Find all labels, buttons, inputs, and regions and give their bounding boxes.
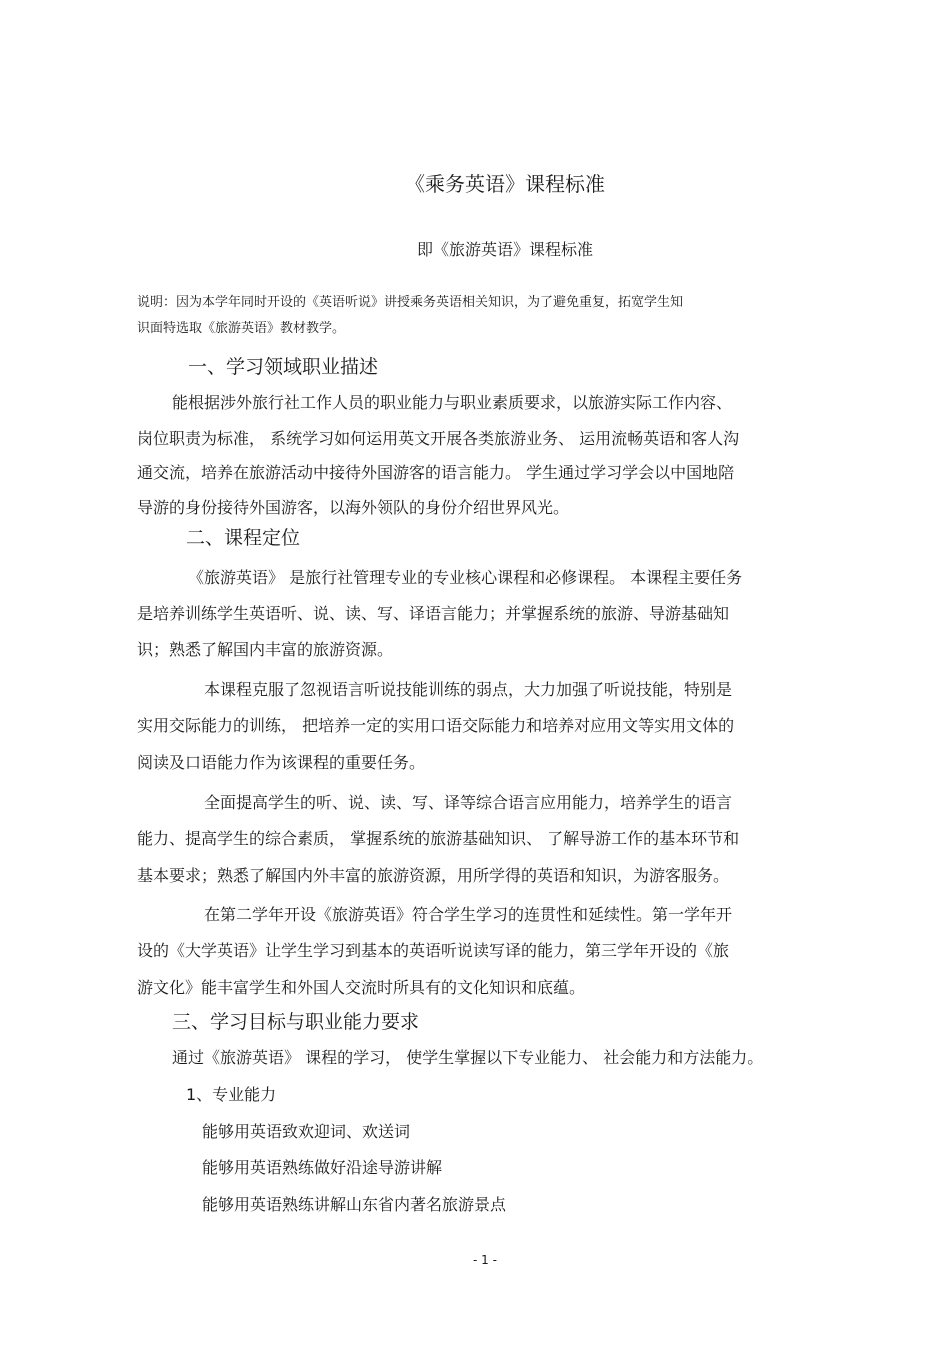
- section1-line: 通交流，培养在旅游活动中接待外国游客的语言能力。 学生通过学习学会以中国地陪: [137, 463, 735, 482]
- document-title: 《乘务英语》课程标准: [405, 172, 605, 196]
- section2-para2-line: 实用交际能力的训练， 把培养一定的实用口语交际能力和培养对应用文等实用文体的: [137, 716, 735, 735]
- list-item: 能够用英语熟练讲解山东省内著名旅游景点: [202, 1195, 507, 1214]
- note-line-1: 说明：因为本学年同时开设的《英语听说》讲授乘务英语相关知识，为了避免重复，拓宽学生知: [137, 295, 684, 310]
- section1-heading: 一、学习领域职业描述: [188, 356, 379, 378]
- section2-para1-line: 是培养训练学生英语听、说、读、写、译语言能力；并掌握系统的旅游、导游基础知: [137, 604, 730, 623]
- section1-line: 岗位职责为标准， 系统学习如何运用英文开展各类旅游业务、 运用流畅英语和客人沟: [137, 429, 740, 448]
- section1-line: 导游的身份接待外国游客，以海外领队的身份介绍世界风光。: [137, 498, 570, 517]
- section2-para2-line: 本课程克服了忽视语言听说技能训练的弱点，大力加强了听说技能，特别是: [204, 680, 733, 699]
- section3-subheading: 1、专业能力: [186, 1085, 277, 1104]
- section2-para1-line: 《旅游英语》 是旅行社管理专业的专业核心课程和必修课程。 本课程主要任务: [188, 568, 743, 587]
- list-item: 能够用英语致欢迎词、欢送词: [202, 1122, 411, 1141]
- note-line-2: 识面特选取《旅游英语》教材教学。: [137, 321, 346, 336]
- section2-para4-line: 在第二学年开设《旅游英语》符合学生学习的连贯性和延续性。第一学年开: [204, 905, 733, 924]
- list-item: 能够用英语熟练做好沿途导游讲解: [202, 1158, 443, 1177]
- section2-para4-line: 设的《大学英语》让学生学习到基本的英语听说读写译的能力，第三学年开设的《旅: [137, 941, 730, 960]
- page-number: - 1 -: [473, 1253, 497, 1267]
- section2-para3-line: 全面提高学生的听、说、读、写、译等综合语言应用能力，培养学生的语言: [204, 793, 733, 812]
- section3-intro: 通过《旅游英语》 课程的学习， 使学生掌握以下专业能力、 社会能力和方法能力。: [172, 1048, 764, 1067]
- section2-para1-line: 识；熟悉了解国内丰富的旅游资源。: [137, 640, 394, 659]
- section2-para3-line: 基本要求；熟悉了解国内外丰富的旅游资源，用所学得的英语和知识，为游客服务。: [137, 866, 730, 885]
- section2-heading: 二、课程定位: [186, 527, 301, 549]
- section3-heading: 三、学习目标与职业能力要求: [172, 1011, 420, 1033]
- section2-para2-line: 阅读及口语能力作为该课程的重要任务。: [137, 753, 426, 772]
- document-subtitle: 即《旅游英语》课程标准: [416, 240, 593, 259]
- section2-para4-line: 游文化》能丰富学生和外国人交流时所具有的文化知识和底蕴。: [137, 978, 586, 997]
- section1-line: 能根据涉外旅行社工作人员的职业能力与职业素质要求，以旅游实际工作内容、: [172, 393, 733, 412]
- section2-para3-line: 能力、提高学生的综合素质， 掌握系统的旅游基础知识、 了解导游工作的基本环节和: [137, 829, 740, 848]
